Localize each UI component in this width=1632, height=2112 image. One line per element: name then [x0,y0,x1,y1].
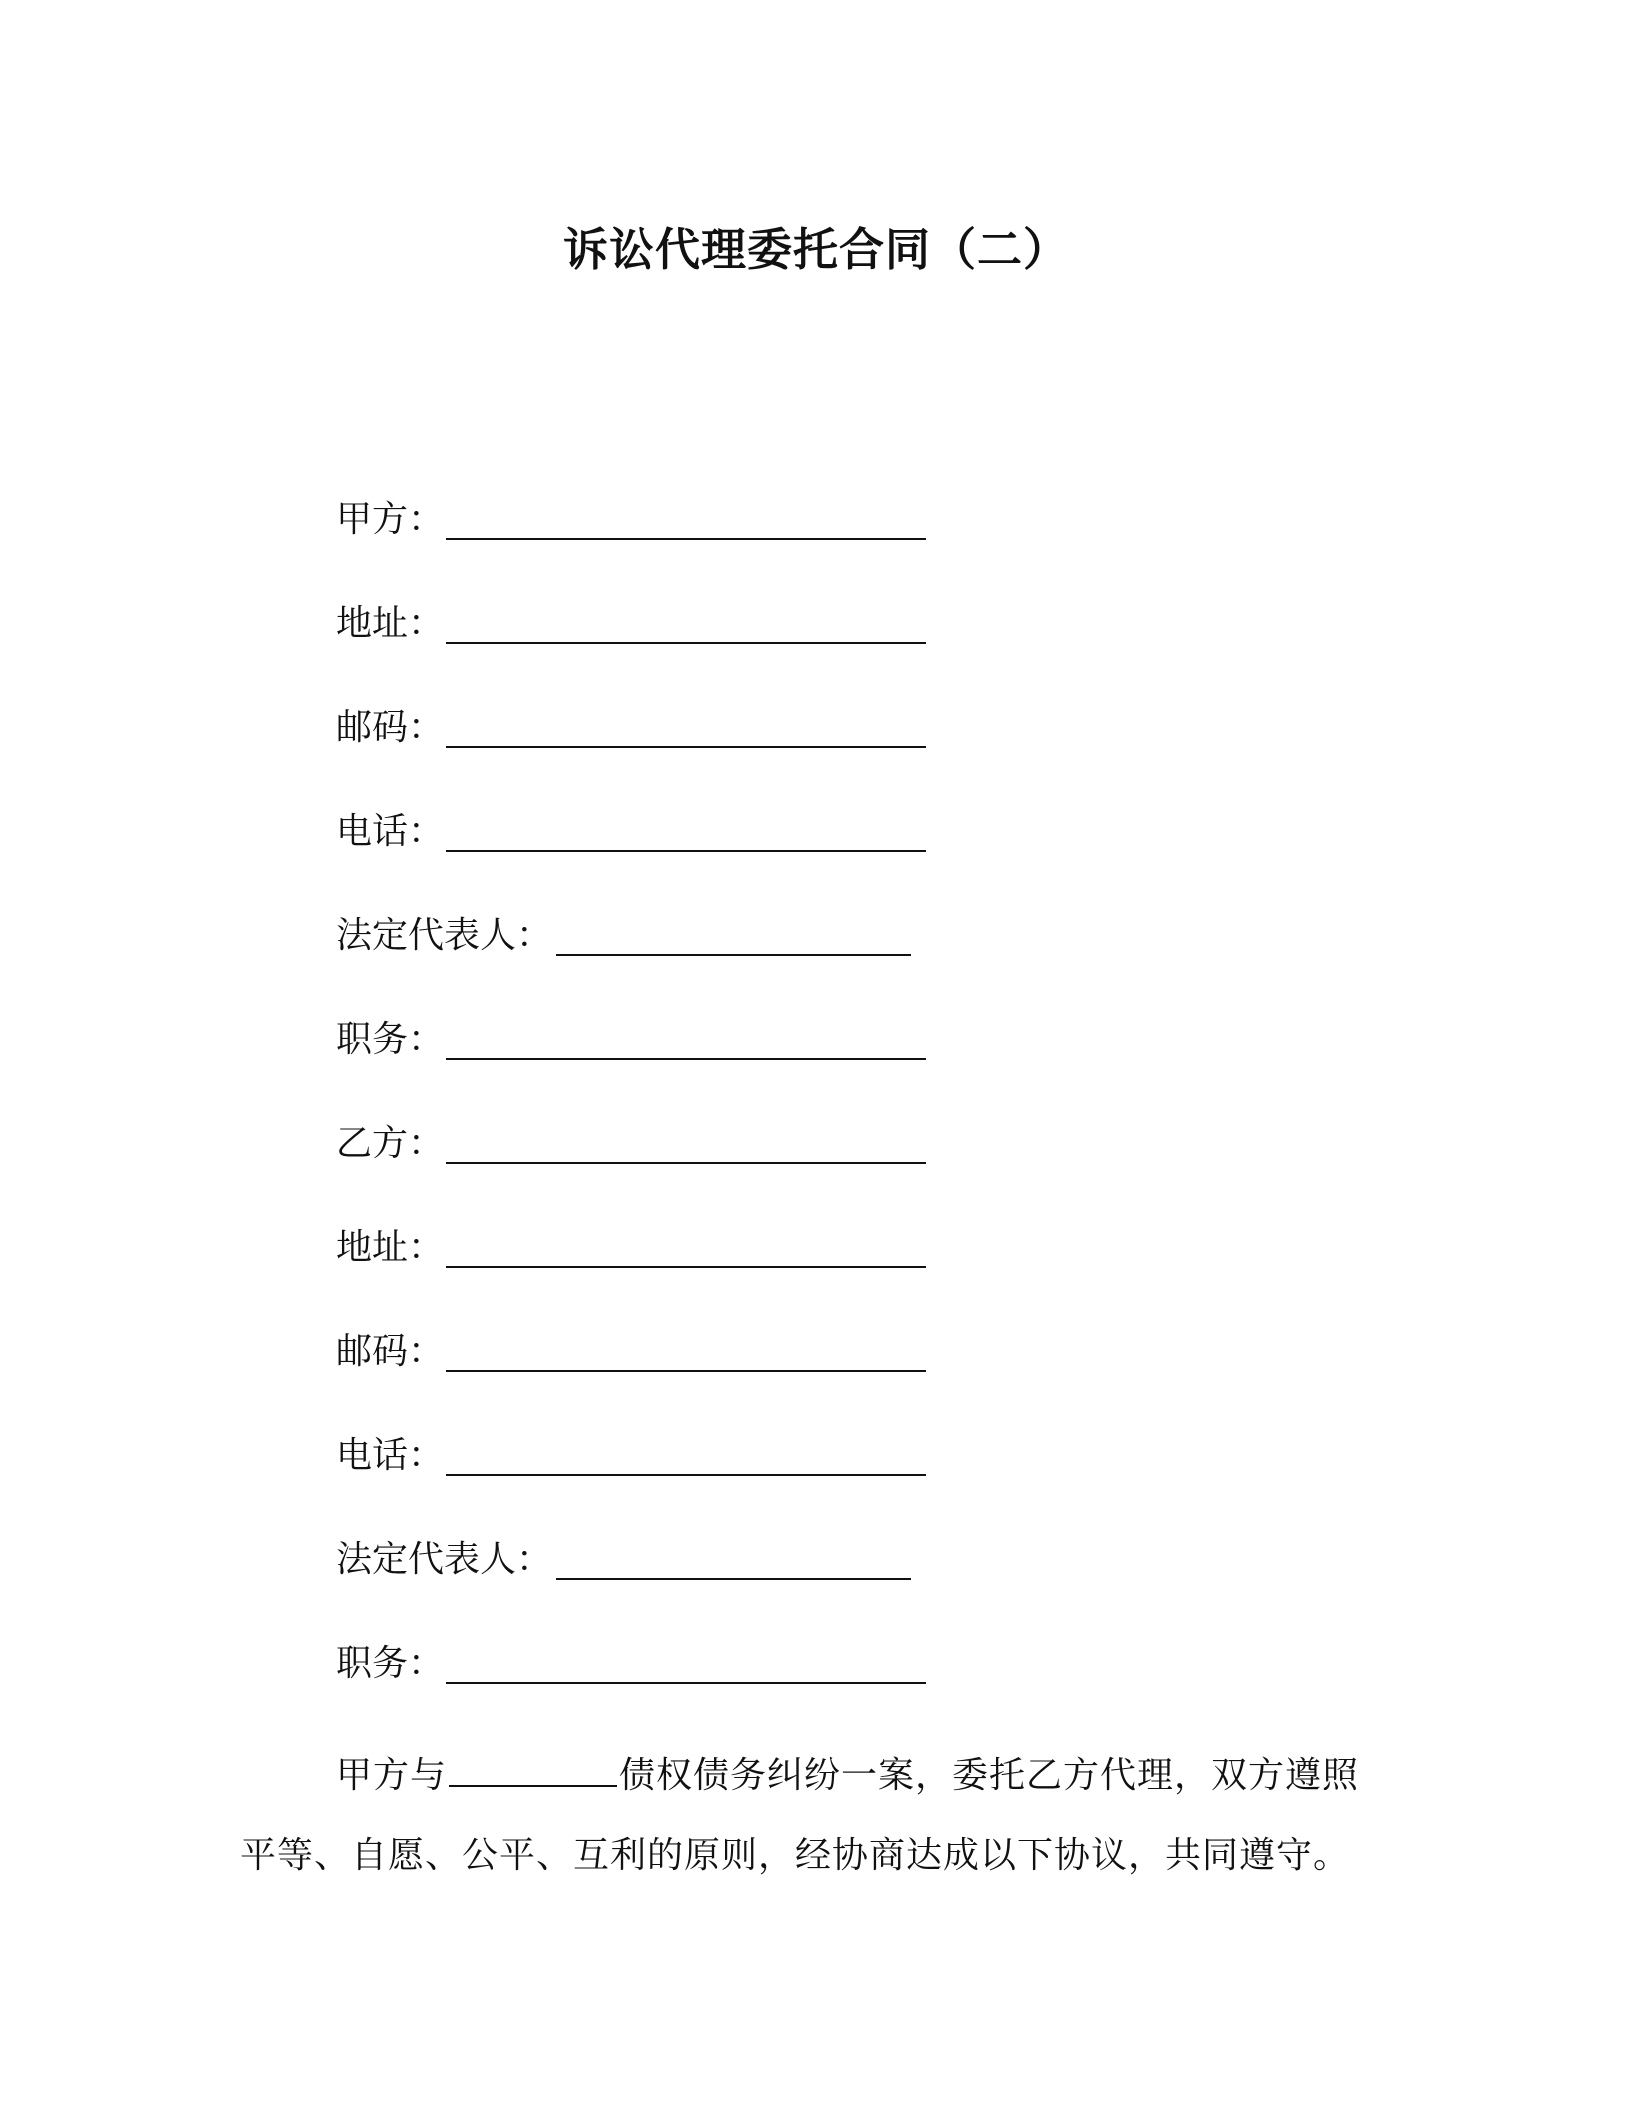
party-a-phone-blank[interactable] [446,850,926,852]
party-a-phone-label: 电话： [336,811,445,852]
party-a-address-blank[interactable] [446,642,926,644]
document-title: 诉讼代理委托合同（二） [562,223,1069,276]
party-a-postcode-row [336,700,552,804]
intro-prefix: 甲方与 [336,1755,448,1796]
party-a-address-label: 地址： [336,603,445,644]
party-b-address-blank[interactable] [446,1266,926,1268]
party-b-position-label: 职务： [336,1643,445,1684]
party-a-row [336,492,552,596]
party-b-representative-row [336,1532,552,1636]
party-a-representative-label: 法定代表人： [336,915,553,956]
party-a-address-row [336,596,552,700]
party-b-address-label: 地址： [336,1227,445,1268]
intro-paragraph [240,1736,1360,1896]
party-b-representative-label: 法定代表人： [336,1539,553,1580]
party-b-postcode-row [336,1324,552,1428]
party-a-representative-row [336,908,552,1012]
party-a-position-row [336,1012,552,1116]
party-a-position-label: 职务： [336,1019,445,1060]
dispute-party-blank[interactable] [449,1757,617,1787]
party-b-postcode-blank[interactable] [446,1370,926,1372]
party-b-representative-blank[interactable] [556,1578,911,1580]
party-b-label: 乙方： [336,1123,445,1164]
party-a-postcode-label: 邮码： [336,707,445,748]
party-b-postcode-label: 邮码： [336,1331,445,1372]
party-a-label: 甲方： [336,499,445,540]
party-fields [336,492,552,1740]
party-b-phone-blank[interactable] [446,1474,926,1476]
party-b-address-row [336,1220,552,1324]
intro-suffix: 债权债务纠纷一案，委托乙方代理，双方遵照平等、自愿、公平、互利的原则，经协商达成以下协议，共同遵守。 [240,1755,1360,1876]
party-b-blank[interactable] [446,1162,926,1164]
party-a-blank[interactable] [446,538,926,540]
party-a-position-blank[interactable] [446,1058,926,1060]
party-b-position-row [336,1636,552,1740]
party-b-phone-row [336,1428,552,1532]
party-b-position-blank[interactable] [446,1682,926,1684]
party-a-phone-row [336,804,552,908]
party-a-representative-blank[interactable] [556,954,911,956]
party-b-phone-label: 电话： [336,1435,445,1476]
party-a-postcode-blank[interactable] [446,746,926,748]
party-b-row [336,1116,552,1220]
